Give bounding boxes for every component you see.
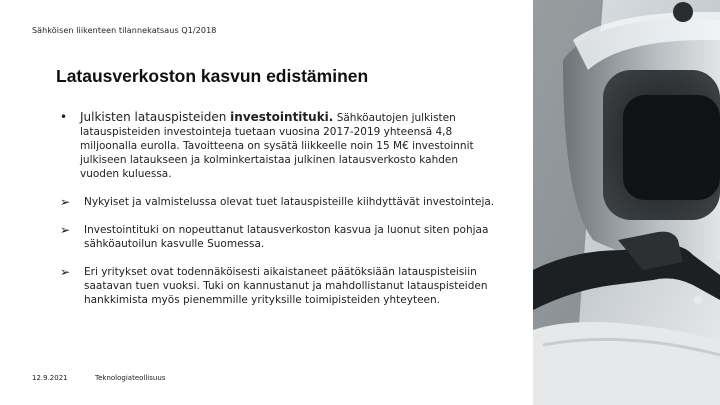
arrow-bullet-icon: ➢ xyxy=(60,195,71,209)
footer-org: Teknologiateollisuus xyxy=(95,374,166,382)
arrow-item xyxy=(60,265,500,307)
main-bullet xyxy=(60,110,500,181)
ev-charging-plug-photo xyxy=(533,0,720,405)
arrow-item-text: Investointituki on nopeuttanut latausverkoston kasvua ja luonut siten pohjaa sähköautoilun kasvulle Suomessa. xyxy=(84,224,489,250)
header-text: Sähköisen liikenteen tilannekatsaus Q1/2018 xyxy=(32,26,217,35)
arrow-item xyxy=(60,195,500,209)
bullet-dot-icon: • xyxy=(60,110,68,124)
page-number: 7 xyxy=(705,374,710,382)
arrow-item-text: Nykyiset ja valmistelussa olevat tuet latauspisteille kiihdyttävät investointeja. xyxy=(84,196,495,208)
arrow-item xyxy=(60,223,500,251)
arrow-bullet-icon: ➢ xyxy=(60,265,71,279)
bullet-lead-bold: investointituki. xyxy=(230,110,334,124)
arrow-item-text: Eri yritykset ovat todennäköisesti aikaistaneet päätöksiään latauspisteisiin saatavan tuen vuoksi. Tuki on kannustanut ja mahdollistanut latauspisteiden hankkimista myös pienemmille yrityksille toimipisteiden yhteyteen. xyxy=(84,266,488,306)
arrow-bullet-icon: ➢ xyxy=(60,223,71,237)
slide-title: Latausverkoston kasvun edistäminen xyxy=(56,66,369,86)
bullet-lead-normal: Julkisten latauspisteiden xyxy=(80,110,231,124)
bullet-lead xyxy=(80,110,333,124)
bullet-text: Sähköautojen julkisten latauspisteiden investointeja tuetaan vuosina 2017-2019 yhteensä 4,8 miljoonalla eurolla. Tavoitteena on sysätä liikkeelle noin 15 M€ investoinnit julkiseen lataukseen ja kolminkertaistaa julkinen latausverkosto kahden vuoden kuluessa. xyxy=(80,112,474,180)
footer-date: 12.9.2021 xyxy=(32,374,68,382)
slide-body xyxy=(60,110,500,307)
photo-illustration xyxy=(533,0,720,405)
